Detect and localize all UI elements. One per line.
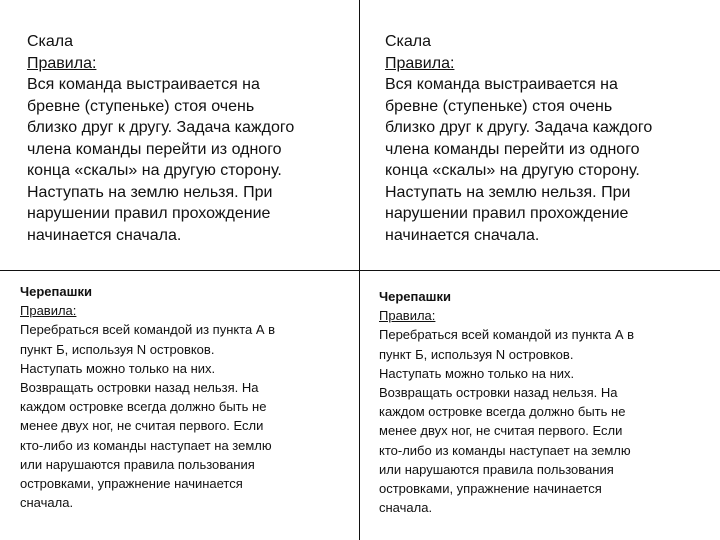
card-cherepashki-right: [379, 287, 634, 517]
card-skala-left: [27, 31, 294, 246]
horizontal-divider: [0, 270, 720, 271]
rule-line: бревне (ступеньке) стоя очень: [385, 97, 613, 115]
rule-line: Возвращать островки назад нельзя. На: [20, 380, 259, 396]
rule-line: нарушении правил прохождение: [27, 205, 271, 222]
card-title: Скала: [385, 33, 432, 50]
card-title: Скала: [27, 33, 74, 50]
rule-line: Вся команда выстраивается на: [27, 76, 260, 93]
rule-line: близко друг к другу. Задача каждого: [385, 119, 653, 136]
rule-line: Наступать на землю нельзя. При: [385, 183, 631, 201]
rule-line: сначала.: [379, 500, 433, 516]
rules-label: Правила:: [27, 54, 97, 72]
card-skala-right: [385, 31, 652, 246]
rule-line: Вся команда выстраивается на: [385, 76, 618, 93]
rule-line: или нарушаются правила пользования: [379, 461, 614, 477]
rule-line: островками, упражнение начинается: [20, 476, 243, 492]
rule-line: конца «скалы» на другую сторону.: [385, 162, 640, 179]
rule-line: островками, упражнение начинается: [379, 481, 602, 497]
rule-line: Возвращать островки назад нельзя. На: [379, 385, 618, 401]
rule-line: пункт Б, используя N островков.: [379, 346, 574, 362]
rule-line: каждом островке всегда должно быть не: [379, 404, 626, 420]
card-title: Черепашки: [20, 284, 92, 299]
rule-line: Наступать можно только на них.: [20, 360, 216, 376]
rule-line: члена команды перейти из одного: [385, 140, 640, 158]
rule-line: начинается сначала.: [385, 226, 540, 244]
rule-line: Перебраться всей командой из пункта А в: [379, 327, 635, 343]
rule-line: члена команды перейти из одного: [27, 140, 282, 158]
rules-label: Правила:: [20, 303, 77, 319]
rule-line: пункт Б, используя N островков.: [20, 341, 215, 357]
rule-line: Наступать можно только на них.: [379, 365, 575, 381]
card-cherepashki-left: [20, 282, 275, 512]
rule-line: кто-либо из команды наступает на землю: [20, 437, 272, 453]
rule-line: менее двух ног, не считая первого. Если: [379, 423, 623, 439]
rule-line: бревне (ступеньке) стоя очень: [27, 97, 255, 115]
rule-line: нарушении правил прохождение: [385, 205, 629, 222]
rule-line: Наступать на землю нельзя. При: [27, 183, 273, 201]
rule-line: или нарушаются правила пользования: [20, 456, 255, 472]
rules-label: Правила:: [385, 54, 455, 72]
rule-line: близко друг к другу. Задача каждого: [27, 119, 295, 136]
rule-line: менее двух ног, не считая первого. Если: [20, 418, 264, 434]
rules-label: Правила:: [379, 308, 436, 324]
card-title: Черепашки: [379, 289, 451, 304]
rule-line: сначала.: [20, 495, 74, 511]
rule-line: каждом островке всегда должно быть не: [20, 399, 267, 415]
rule-line: начинается сначала.: [27, 226, 182, 244]
rule-line: кто-либо из команды наступает на землю: [379, 442, 631, 458]
rule-line: конца «скалы» на другую сторону.: [27, 162, 282, 179]
rule-line: Перебраться всей командой из пункта А в: [20, 322, 276, 338]
